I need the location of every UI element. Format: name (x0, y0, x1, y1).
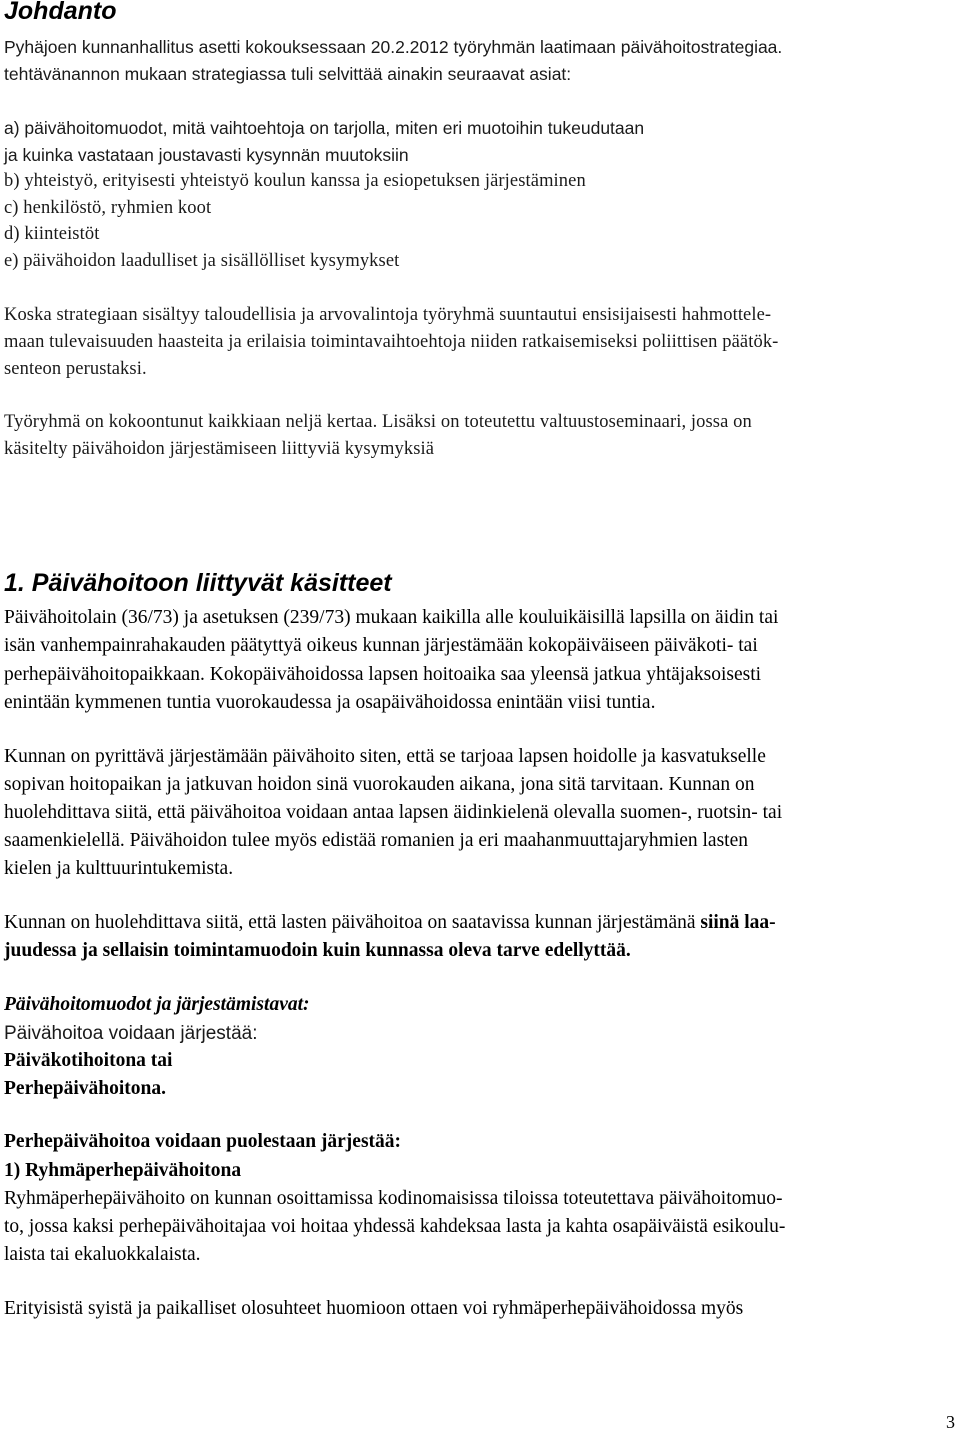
page-number: 3 (946, 1412, 955, 1432)
intro-paragraph-line: senteon perustaksi. (4, 359, 147, 379)
section-paragraph-line: huolehdittava siitä, että päivähoitoa voidaan antaa lapsen äidinkielenä olevalla suomen-, ruotsin- tai (4, 802, 783, 823)
intro-list-item: b) yhteistyö, erityisesti yhteistyö koulun kanssa ja esiopetuksen järjestäminen (4, 171, 586, 191)
intro-list-item: e) päivähoidon laadulliset ja sisällölliset kysymykset (4, 251, 400, 271)
intro-line: tehtävänannon mukaan strategiassa tuli selvittää ainakin seuraavat asiat: (4, 64, 572, 84)
forms-intro: Päivähoitoa voidaan järjestää: (4, 1023, 258, 1044)
section-paragraph-line: Kunnan on pyrittävä järjestämään päivähoito siten, että se tarjoaa lapsen hoidolle ja kasvatukselle (4, 746, 766, 767)
family-subtitle: 1) Ryhmäperhepäivähoitona (4, 1160, 242, 1181)
intro-paragraph-line: Työryhmä on kokoontunut kaikkiaan neljä kertaa. Lisäksi on toteutettu valtuustoseminaari, jossa on (4, 412, 752, 432)
intro-list-item: ja kuinka vastataan joustavasti kysynnän muutoksiin (4, 145, 409, 165)
intro-list-item: c) henkilöstö, ryhmien koot (4, 198, 212, 218)
family-paragraph-line: to, jossa kaksi perhepäivähoitajaa voi hoitaa yhdessä kahdeksaa lasta ja kahta osapäiväistä esikoulu- (4, 1216, 786, 1237)
plain-text: Kunnan on huolehdittava siitä, että lasten päivähoitoa on saatavissa kunnan järjestämänä (4, 912, 701, 933)
intro-list-item: d) kiinteistöt (4, 224, 100, 244)
family-paragraph-line: Ryhmäperhepäivähoito on kunnan osoittamissa kodinomaisissa tiloissa toteutettava päivähoitomuo- (4, 1188, 783, 1209)
forms-option: Päiväkotihoitona tai (4, 1050, 173, 1071)
section-paragraph-line: sopivan hoitopaikan ja jatkuvan hoidon sinä vuorokauden aikana, jona sitä tarvitaan. Kunnan on (4, 774, 755, 795)
intro-paragraph-line: maan tulevaisuuden haasteita ja erilaisia toimintavaihtoehtoja niiden ratkaisemiseksi poliittisen päätök- (4, 332, 779, 352)
intro-paragraph-line: Koska strategiaan sisältyy taloudellisia ja arvovalintoja työryhmä suuntautui ensisijaisesti hahmottele- (4, 305, 772, 325)
family-title: Perhepäivähoitoa voidaan puolestaan järjestää: (4, 1131, 402, 1152)
section-heading: 1. Päivähoitoon liittyvät käsitteet (4, 569, 392, 597)
intro-line: Pyhäjoen kunnanhallitus asetti kokouksessaan 20.2.2012 työryhmän laatimaan päivähoitostrategiaa. (4, 37, 783, 57)
section-paragraph-line: perhepäivähoitopaikkaan. Kokopäivähoidossa lapsen hoitoaika saa yleensä jatkua yhtäjaksoisesti (4, 664, 762, 685)
section-paragraph-line: saamenkielellä. Päivähoidon tulee myös edistää romanien ja eri maahanmuuttajaryhmien lasten (4, 830, 748, 851)
section-paragraph-line: juudessa ja sellaisin toimintamuodoin kuin kunnassa oleva tarve edellyttää. (4, 940, 631, 961)
section-paragraph-line: kielen ja kulttuurintukemista. (4, 858, 234, 879)
section-paragraph-line: enintään kymmenen tuntia vuorokaudessa ja osapäivähoidossa enintään viisi tuntia. (4, 692, 656, 713)
intro-heading: Johdanto (4, 0, 117, 25)
family-paragraph-line: laista tai ekaluokkalaista. (4, 1244, 201, 1265)
family-paragraph-line: Erityisistä syistä ja paikalliset olosuhteet huomioon ottaen voi ryhmäperhepäivähoidossa myös (4, 1298, 744, 1319)
forms-option: Perhepäivähoitona. (4, 1078, 166, 1099)
intro-paragraph-line: käsitelty päivähoidon järjestämiseen liittyviä kysymyksiä (4, 439, 435, 459)
section-paragraph-line (4, 912, 776, 934)
bold-text: siinä laa- (700, 912, 776, 933)
forms-title: Päivähoitomuodot ja järjestämistavat: (4, 994, 310, 1015)
section-paragraph-line: Päivähoitolain (36/73) ja asetuksen (239/73) mukaan kaikilla alle kouluikäisillä lapsilla on äidin tai (4, 607, 779, 628)
intro-list-item: a) päivähoitomuodot, mitä vaihtoehtoja on tarjolla, miten eri muotoihin tukeudutaan (4, 118, 645, 138)
section-paragraph-line: isän vanhempainrahakauden päätyttyä oikeus kunnan järjestämään kokopäiväiseen päiväkoti- tai (4, 635, 758, 656)
